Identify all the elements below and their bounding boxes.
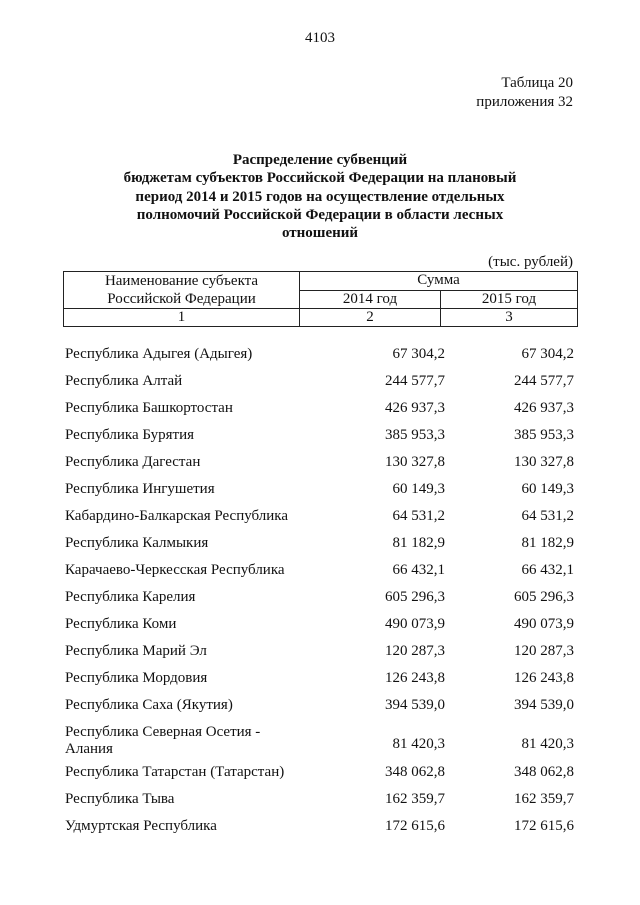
header-col-number-3: 3 — [441, 309, 578, 327]
row-value-2014: 81 182,9 — [392, 535, 445, 551]
table-row — [63, 721, 577, 761]
row-value-2015: 81 420,3 — [521, 736, 574, 752]
table-row — [63, 640, 577, 667]
header-name-cell — [64, 272, 300, 309]
table-row — [63, 478, 577, 505]
row-subject-name: Республика Северная Осетия - Алания — [65, 724, 261, 757]
table-row — [63, 424, 577, 451]
table-reference-line-1: Таблица 20 — [501, 75, 573, 91]
table-row — [63, 397, 577, 424]
row-value-2014: 60 149,3 — [392, 481, 445, 497]
row-value-2014: 385 953,3 — [385, 427, 445, 443]
row-value-2015: 172 615,6 — [514, 818, 574, 834]
row-value-2014: 81 420,3 — [392, 736, 445, 752]
row-subject-name: Республика Татарстан (Татарстан) — [65, 764, 285, 780]
row-subject-name: Республика Тыва — [65, 791, 175, 807]
heading-line-2: бюджетам субъектов Российской Федерации на плановый — [123, 170, 517, 187]
row-value-2015: 605 296,3 — [514, 589, 574, 605]
row-value-2015: 126 243,8 — [514, 670, 574, 686]
header-year-2014: 2014 год — [300, 290, 441, 309]
units-label: (тыс. рублей) — [488, 254, 573, 270]
row-value-2015: 67 304,2 — [521, 346, 574, 362]
row-value-2014: 67 304,2 — [392, 346, 445, 362]
table-row — [63, 667, 577, 694]
row-value-2014: 64 531,2 — [392, 508, 445, 524]
row-value-2014: 66 432,1 — [392, 562, 445, 578]
row-subject-name: Республика Карелия — [65, 589, 196, 605]
row-subject-name: Республика Башкортостан — [65, 400, 233, 416]
header-name-line-1: Наименование субъекта — [104, 273, 259, 289]
row-value-2014: 162 359,7 — [385, 791, 445, 807]
row-subject-name: Республика Мордовия — [65, 670, 208, 686]
row-value-2014: 126 243,8 — [385, 670, 445, 686]
table-row — [63, 613, 577, 640]
row-subject-name: Республика Калмыкия — [65, 535, 209, 551]
row-value-2015: 490 073,9 — [514, 616, 574, 632]
table-row — [63, 559, 577, 586]
heading-line-1: Распределение субвенций — [232, 152, 408, 168]
row-value-2014: 348 062,8 — [385, 764, 445, 780]
row-value-2014: 490 073,9 — [385, 616, 445, 632]
table-row — [63, 532, 577, 559]
table-row — [63, 788, 577, 815]
row-value-2014: 120 287,3 — [385, 643, 445, 659]
row-value-2014: 130 327,8 — [385, 454, 445, 470]
table-reference — [476, 74, 573, 112]
page-number: 4103 — [305, 30, 335, 46]
table-row — [63, 343, 577, 370]
table-reference-line-2: приложения 32 — [476, 94, 573, 110]
row-value-2015: 162 359,7 — [514, 791, 574, 807]
row-subject-name: Республика Дагестан — [65, 454, 201, 470]
row-subject-name: Республика Ингушетия — [65, 481, 215, 497]
row-value-2014: 394 539,0 — [385, 697, 445, 713]
table-row — [63, 761, 577, 788]
table-body — [63, 343, 577, 842]
table-header — [63, 271, 578, 327]
row-value-2015: 60 149,3 — [521, 481, 574, 497]
row-subject-name: Кабардино-Балкарская Республика — [65, 508, 289, 524]
table-row — [63, 370, 577, 397]
table-row — [63, 505, 577, 532]
row-value-2015: 130 327,8 — [514, 454, 574, 470]
row-value-2015: 394 539,0 — [514, 697, 574, 713]
row-subject-name: Республика Алтай — [65, 373, 183, 389]
row-value-2014: 244 577,7 — [385, 373, 445, 389]
row-subject-name: Республика Марий Эл — [65, 643, 207, 659]
row-subject-name: Карачаево-Черкесская Республика — [65, 562, 285, 578]
heading-line-4: полномочий Российской Федерации в области лесных — [136, 206, 504, 223]
row-value-2014: 605 296,3 — [385, 589, 445, 605]
header-col-number-1: 1 — [64, 309, 300, 327]
row-subject-name: Республика Саха (Якутия) — [65, 697, 233, 713]
header-year-2015: 2015 год — [441, 290, 578, 309]
document-heading — [120, 151, 520, 242]
header-sum: Сумма — [300, 272, 578, 291]
row-value-2014: 426 937,3 — [385, 400, 445, 416]
row-subject-name: Республика Адыгея (Адыгея) — [65, 346, 253, 362]
header-name-line-2: Российской Федерации — [107, 291, 256, 307]
row-value-2015: 426 937,3 — [514, 400, 574, 416]
row-subject-name: Республика Коми — [65, 616, 177, 632]
row-value-2015: 64 531,2 — [521, 508, 574, 524]
table-row — [63, 586, 577, 613]
row-value-2015: 348 062,8 — [514, 764, 574, 780]
row-value-2015: 120 287,3 — [514, 643, 574, 659]
table-row — [63, 451, 577, 478]
row-value-2015: 66 432,1 — [521, 562, 574, 578]
heading-line-5: отношений — [281, 225, 359, 242]
row-value-2015: 244 577,7 — [514, 373, 574, 389]
heading-line-3: период 2014 и 2015 годов на осуществление отдельных — [135, 188, 505, 205]
row-subject-name: Республика Бурятия — [65, 427, 195, 443]
row-value-2015: 385 953,3 — [514, 427, 574, 443]
table-row — [63, 694, 577, 721]
row-value-2015: 81 182,9 — [521, 535, 574, 551]
row-value-2014: 172 615,6 — [385, 818, 445, 834]
table-row — [63, 815, 577, 842]
header-col-number-2: 2 — [300, 309, 441, 327]
row-subject-name: Удмуртская Республика — [65, 818, 217, 834]
